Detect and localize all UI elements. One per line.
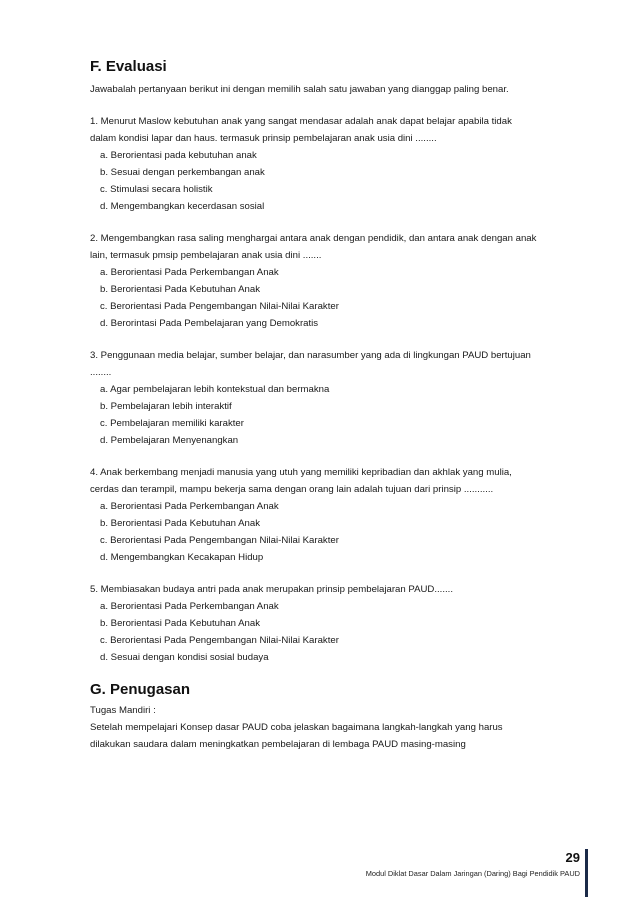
answer-option: a. Berorientasi Pada Perkembangan Anak: [100, 501, 279, 512]
question-item: [90, 347, 590, 449]
answer-option: a. Berorientasi pada kebutuhan anak: [100, 150, 257, 161]
answer-option: b. Berorientasi Pada Kebutuhan Anak: [100, 518, 261, 529]
document-body: [90, 58, 590, 753]
answer-option: d. Pembelajaran Menyenangkan: [100, 435, 239, 446]
section-g-line-2: dilakukan saudara dalam meningkatkan pembelajaran di lembaga PAUD masing-masing: [90, 739, 466, 750]
answer-option: d. Mengembangkan kecerdasan sosial: [100, 201, 265, 212]
section-f-title: F. Evaluasi: [90, 58, 167, 75]
question-text-line: 3. Penggunaan media belajar, sumber belajar, dan narasumber yang ada di lingkungan PAUD bertujuan: [90, 350, 531, 361]
answer-option: a. Berorientasi Pada Perkembangan Anak: [100, 267, 279, 278]
question-text-line: lain, termasuk pmsip pembelajaran anak usia dini .......: [90, 250, 322, 261]
answer-option: a. Agar pembelajaran lebih kontekstual dan bermakna: [100, 384, 330, 395]
answer-option: b. Berorientasi Pada Kebutuhan Anak: [100, 284, 261, 295]
question-item: [90, 581, 590, 666]
question-text-line: 2. Mengembangkan rasa saling menghargai antara anak dengan pendidik, dan antara anak dengan anak: [90, 233, 537, 244]
question-item: [90, 113, 590, 215]
answer-option: b. Sesuai dengan perkembangan anak: [100, 167, 265, 178]
section-g-line-1: Setelah mempelajari Konsep dasar PAUD coba jelaskan bagaimana langkah-langkah yang harus: [90, 722, 503, 733]
answer-option: c. Berorientasi Pada Pengembangan Nilai-Nilai Karakter: [100, 535, 339, 546]
answer-option: c. Stimulasi secara holistik: [100, 184, 213, 195]
question-text-line: cerdas dan terampil, mampu bekerja sama dengan orang lain adalah tujuan dari prinsip ...........: [90, 484, 494, 495]
page-number: 29: [565, 850, 580, 865]
footer-accent-bar: [585, 849, 588, 897]
answer-option: d. Mengembangkan Kecakapan Hidup: [100, 552, 264, 563]
answer-option: b. Berorientasi Pada Kebutuhan Anak: [100, 618, 261, 629]
section-g-subtitle: Tugas Mandiri :: [90, 705, 156, 716]
question-text-line: 4. Anak berkembang menjadi manusia yang utuh yang memiliki kepribadian dan akhlak yang mulia,: [90, 467, 512, 478]
page-footer: [280, 850, 580, 879]
answer-option: d. Berorintasi Pada Pembelajaran yang Demokratis: [100, 318, 319, 329]
answer-option: a. Berorientasi Pada Perkembangan Anak: [100, 601, 279, 612]
answer-option: c. Berorientasi Pada Pengembangan Nilai-Nilai Karakter: [100, 635, 339, 646]
answer-option: b. Pembelajaran lebih interaktif: [100, 401, 232, 412]
section-f-intro: Jawabalah pertanyaan berikut ini dengan memilih salah satu jawaban yang dianggap paling benar.: [90, 84, 509, 95]
section-g-title: G. Penugasan: [90, 681, 191, 698]
question-text-line: 1. Menurut Maslow kebutuhan anak yang sangat mendasar adalah anak dapat belajar apabila tidak: [90, 116, 512, 127]
footer-module-title: Modul Diklat Dasar Dalam Jaringan (Daring) Bagi Pendidik PAUD: [365, 869, 580, 878]
question-text-line: 5. Membiasakan budaya antri pada anak merupakan prinsip pembelajaran PAUD.......: [90, 584, 453, 595]
question-item: [90, 230, 590, 332]
question-text-line: ........: [90, 367, 112, 378]
answer-option: d. Sesuai dengan kondisi sosial budaya: [100, 652, 269, 663]
question-list: [90, 113, 590, 666]
answer-option: c. Berorientasi Pada Pengembangan Nilai-Nilai Karakter: [100, 301, 339, 312]
question-item: [90, 464, 590, 566]
question-text-line: dalam kondisi lapar dan haus. termasuk prinsip pembelajaran anak usia dini ........: [90, 133, 437, 144]
answer-option: c. Pembelajaran memiliki karakter: [100, 418, 244, 429]
